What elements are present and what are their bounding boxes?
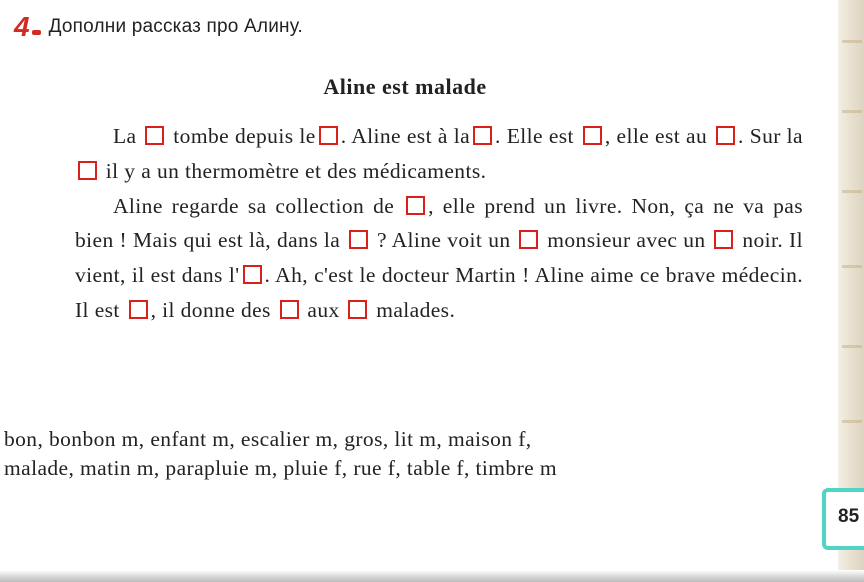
story-paragraph-1 <box>75 119 803 189</box>
answer-blank[interactable] <box>280 300 299 319</box>
story-text-segment: ? Aline voit un <box>376 228 511 253</box>
story-text-segment: , <box>604 124 611 148</box>
story-text-segment: tombe depuis le <box>173 124 316 148</box>
edge-mark <box>842 190 862 193</box>
answer-blank[interactable] <box>714 230 733 249</box>
answer-blank[interactable] <box>406 196 425 215</box>
story-text <box>75 119 803 328</box>
edge-mark <box>842 420 862 423</box>
edge-mark <box>842 110 862 113</box>
answer-blank[interactable] <box>78 161 97 180</box>
story-text-segment: . Sur la <box>738 124 803 148</box>
story-text-segment: , elle prend un livre. Non, ça ne va pas bien ! Mais qui est là, dans la <box>75 193 803 253</box>
answer-blank[interactable] <box>145 126 164 145</box>
story-text-segment: Aline regarde sa collection de <box>113 193 395 218</box>
edge-mark <box>842 265 862 268</box>
answer-blank[interactable] <box>716 126 735 145</box>
exercise-bullet-icon <box>32 30 41 35</box>
story-text-segment: malades. <box>376 297 456 322</box>
story-text-segment: La <box>113 124 137 148</box>
page-number-tab <box>822 488 864 550</box>
exercise-number: 4 <box>14 11 30 42</box>
story-text-segment: . Elle est <box>495 124 574 148</box>
answer-blank[interactable] <box>129 300 148 319</box>
story-text-segment: monsieur avec un <box>547 228 706 253</box>
answer-blank[interactable] <box>348 300 367 319</box>
story-paragraph-2 <box>75 189 803 328</box>
word-bank-line: malade, matin m, parapluie m, pluie f, rue f, table f, timbre m <box>4 456 557 480</box>
word-bank <box>4 425 784 483</box>
exercise-instruction: Дополни рассказ про Алину. <box>48 16 303 37</box>
answer-blank[interactable] <box>473 126 492 145</box>
story-text-segment: aux <box>307 297 340 322</box>
answer-blank[interactable] <box>243 265 262 284</box>
answer-blank[interactable] <box>519 230 538 249</box>
story-text-segment: . Ah, c'est le docteur Martin ! Aline aime ce brave médecin. Il est <box>75 263 803 322</box>
edge-mark <box>842 345 862 348</box>
exercise-header <box>14 11 303 42</box>
story-text-segment: . Aline est à la <box>340 124 471 148</box>
story-text-segment: elle est au <box>616 124 708 148</box>
answer-blank[interactable] <box>319 126 338 145</box>
story-title: Aline est malade <box>323 74 487 99</box>
page-number: 85 <box>838 506 860 527</box>
story-text-segment: il y a un thermomètre et des médicaments. <box>105 158 487 183</box>
answer-blank[interactable] <box>349 230 368 249</box>
answer-blank[interactable] <box>583 126 602 145</box>
word-bank-line: bon, bonbon m, enfant m, escalier m, gros, lit m, maison f, <box>4 427 532 451</box>
edge-mark <box>842 40 862 43</box>
story-text-segment: , il donne des <box>150 297 271 322</box>
page-bottom-shadow <box>0 570 864 582</box>
story-text-segment: noir. Il vient, il est dans l' <box>75 228 803 288</box>
